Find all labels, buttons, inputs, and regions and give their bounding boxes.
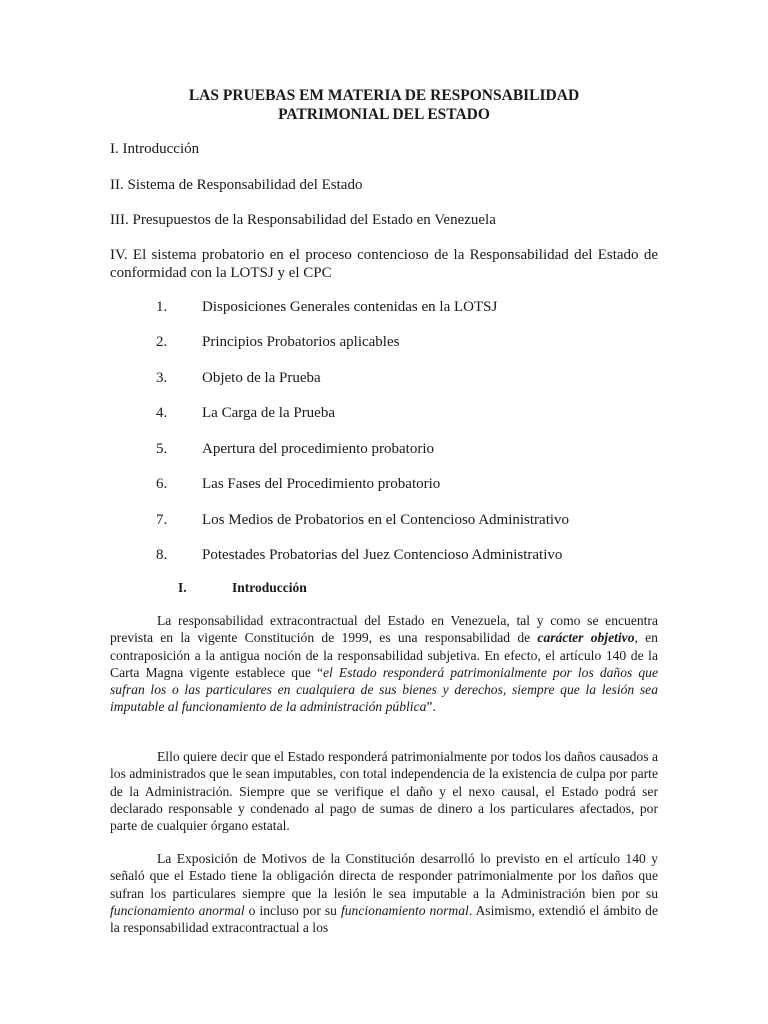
toc-item-4: IV. El sistema probatorio en el proceso contencioso de la Responsabilidad del Estado de conformidad con la LOTSJ y el CPC (110, 247, 658, 281)
subitem-number: 4. (156, 405, 168, 421)
toc-subitem (156, 333, 656, 351)
p3-text-e: . Asimismo, extendió el ámbito de la responsabilidad extracontractual a los (110, 902, 659, 936)
toc-subitem (156, 298, 656, 316)
p1-text-e: ”. (426, 699, 436, 715)
p3-text-a: La Exposición de Motivos de la Constitución desarrolló lo previsto en el artículo 140 y señaló que el Estado tiene la obligación directa de responder patrimonialmente por los daños que sufran los particulares siempre que la lesión le sea imputable a la Administración bien por su (110, 851, 658, 901)
paragraph-1 (110, 612, 658, 716)
paragraph-3 (110, 850, 658, 936)
p1-quote: el Estado responderá patrimonialmente por los daños que sufran los o las particulares en cualquiera de sus bienes y derechos, siempre que la lesión sea imputable al funcionamiento de la administración pública (110, 664, 658, 715)
paragraph-2: Ello quiere decir que el Estado responderá patrimonialmente por todos los daños causados a los administrados que le sean imputables, con total independencia de la existencia de culpa por parte de la Administración. Siempre que se verifique el daño y el nexo causal, el Estado podrá ser declarado responsable y condenado al pago de sumas de dinero a los particulares afectados, por parte de cualquier órgano estatal. (110, 749, 658, 834)
p1-text-a: La responsabilidad extracontractual del Estado en Venezuela, tal y como se encuentra prevista en la vigente Constitución de 1999, es una responsabilidad de (110, 613, 658, 646)
section-heading (178, 580, 307, 596)
subitem-text: Principios Probatorios aplicables (202, 334, 400, 350)
subitem-number: 6. (156, 476, 168, 492)
p3-emphasis-2: funcionamiento normal (340, 902, 469, 918)
p1-emphasis: carácter objetivo (537, 630, 635, 646)
subitem-text: Las Fases del Procedimiento probatorio (202, 476, 441, 492)
p3-text-c: o incluso por su (244, 902, 341, 918)
p1-text-c: , en contraposición a la antigua noción de la responsabilidad subjetiva. En efecto, el artículo 140 de la Carta Magna vigente establece que “ (110, 630, 658, 680)
toc-subitem (156, 511, 656, 529)
section-number: I. (178, 580, 187, 595)
subitem-text: Los Medios de Probatorios en el Contencioso Administrativo (202, 512, 570, 528)
subitem-text: Objeto de la Prueba (202, 370, 321, 386)
toc-subitem (156, 546, 656, 564)
p3-emphasis-1: funcionamiento anormal (110, 902, 245, 918)
toc-item-1: I. Introducción (110, 141, 200, 157)
subitem-text: La Carga de la Prueba (202, 405, 336, 421)
subitem-text: Potestades Probatorias del Juez Contencioso Administrativo (202, 547, 563, 563)
toc-subitem (156, 404, 656, 422)
section-title: Introducción (232, 580, 307, 595)
subitem-number: 8. (156, 547, 168, 563)
subitem-number: 2. (156, 334, 168, 350)
subitem-number: 3. (156, 370, 168, 386)
subitem-number: 1. (156, 299, 168, 315)
toc-item-3: III. Presupuestos de la Responsabilidad del Estado en Venezuela (110, 212, 496, 228)
subitem-number: 5. (156, 441, 168, 457)
subitem-number: 7. (156, 512, 168, 528)
toc-subitem (156, 440, 656, 458)
toc-subitem (156, 475, 656, 493)
title-line-1: LAS PRUEBAS EM MATERIA DE RESPONSABILIDAD (188, 87, 580, 104)
toc-item-2: II. Sistema de Responsabilidad del Estado (110, 177, 363, 193)
document-title (110, 86, 658, 124)
title-line-2: PATRIMONIAL DEL ESTADO (278, 106, 490, 123)
subitem-text: Apertura del procedimiento probatorio (202, 441, 435, 457)
toc-subitem (156, 369, 656, 387)
subitem-text: Disposiciones Generales contenidas en la LOTSJ (202, 299, 498, 315)
